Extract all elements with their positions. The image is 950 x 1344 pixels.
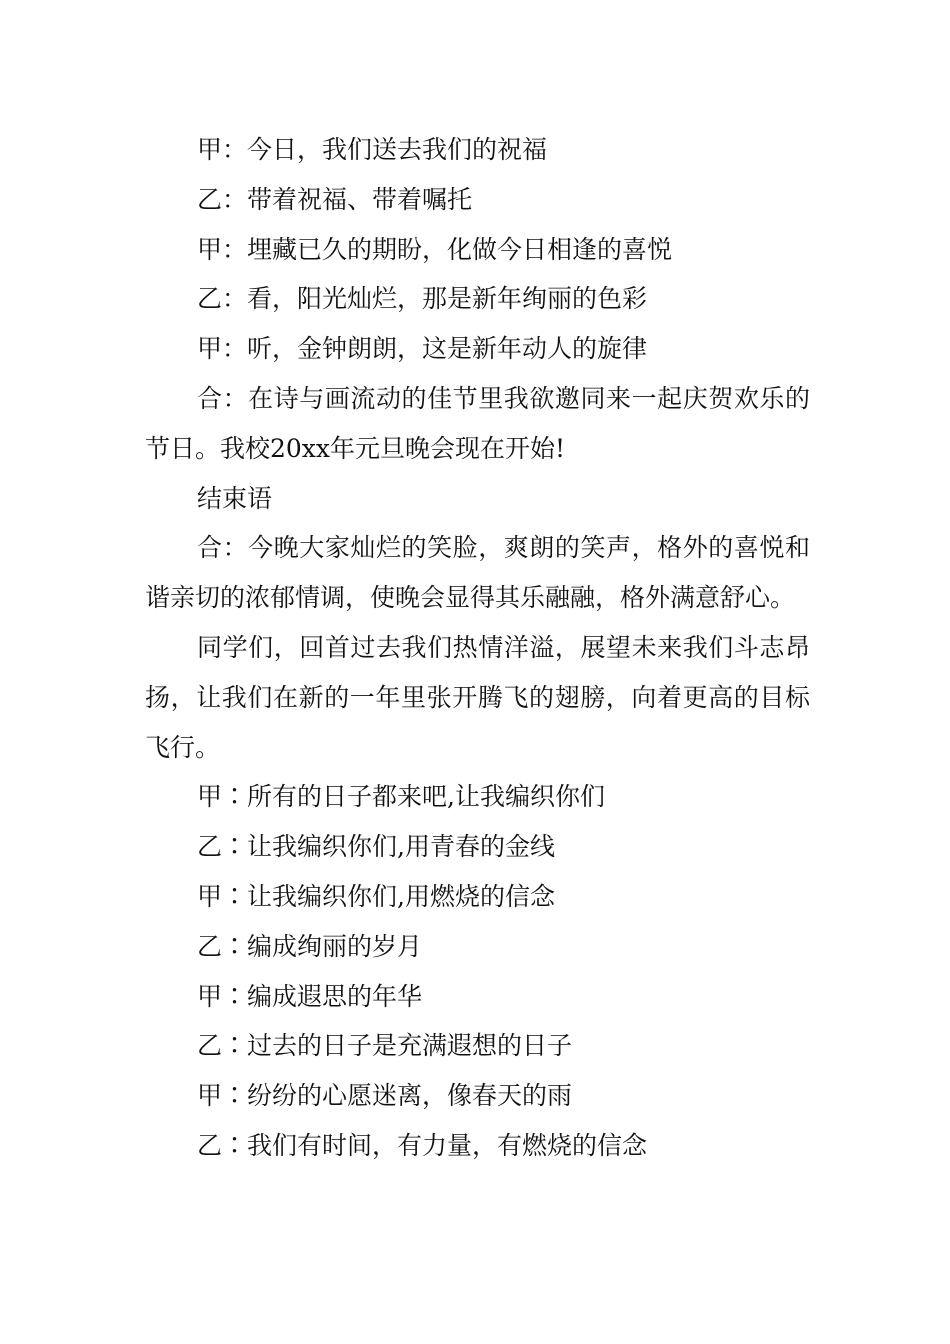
paragraph-3: 甲：埋藏已久的期盼，化做今日相逢的喜悦	[197, 234, 673, 264]
paragraph-14: 甲∶编成遐思的年华	[197, 981, 423, 1011]
paragraph-16: 甲∶纷纷的心愿迷离，像春天的雨	[197, 1081, 573, 1111]
paragraph-2: 乙：带着祝福、带着嘱托	[197, 184, 473, 214]
paragraph-4: 乙：看，阳光灿烂，那是新年绚丽的色彩	[197, 284, 648, 314]
paragraph-1: 甲：今日，我们送去我们的祝福	[197, 135, 548, 164]
paragraph-15: 乙∶过去的日子是充满遐想的日子	[197, 1031, 573, 1061]
paragraph-12: 甲∶让我编织你们,用燃烧的信念	[197, 881, 555, 911]
paragraph-17: 乙∶我们有时间，有力量，有燃烧的信念	[197, 1130, 648, 1160]
section-heading-closing: 结束语	[197, 483, 273, 513]
paragraph-13: 乙∶编成绚丽的岁月	[197, 931, 423, 961]
paragraph-9: 同学们，回首过去我们热情洋溢，展望未来我们斗志昂扬，让我们在新的一年里张开腾飞的翅膀，向着更高的目标飞行。	[145, 632, 810, 762]
paragraph-5: 甲：听，金钟朗朗，这是新年动人的旋律	[197, 334, 648, 364]
paragraph-6: 合：在诗与画流动的佳节里我欲邀同来一起庆贺欢乐的节日。我校20xx年元旦晚会现在开始!	[145, 383, 810, 463]
document-body	[145, 125, 810, 1171]
paragraph-10: 甲∶所有的日子都来吧,让我编织你们	[197, 782, 605, 812]
paragraph-8: 合：今晚大家灿烂的笑脸，爽朗的笑声，格外的喜悦和谐亲切的浓郁情调，使晚会显得其乐融融，格外满意舒心。	[145, 533, 810, 613]
paragraph-11: 乙∶让我编织你们,用青春的金线	[197, 832, 555, 862]
